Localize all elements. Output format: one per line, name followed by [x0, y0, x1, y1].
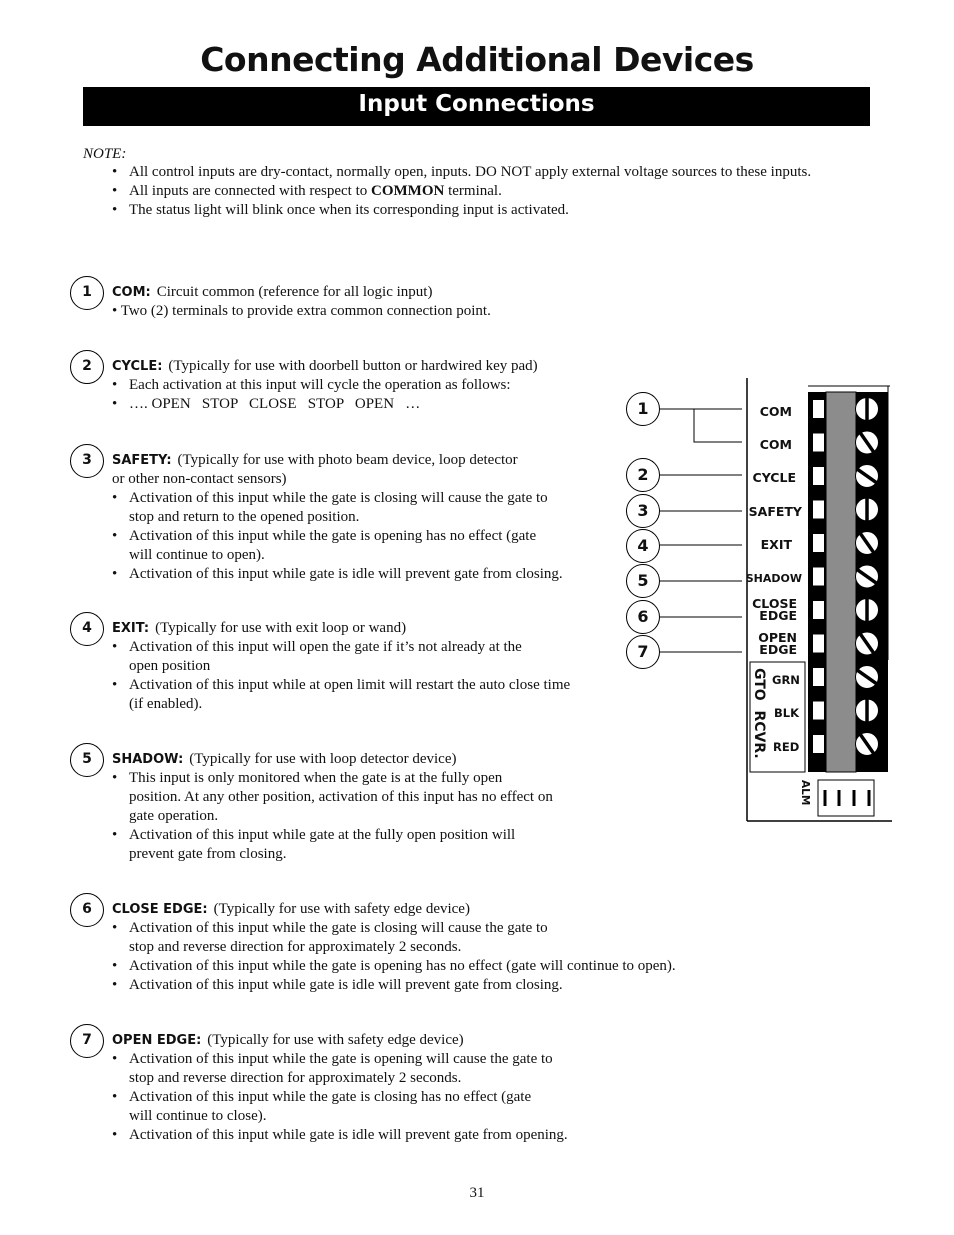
section-description: (Typically for use with safety edge device): [213, 901, 470, 917]
section-bullets: [112, 919, 732, 995]
section-banner: [83, 87, 870, 126]
bullet-item: • Activation of this input while at open limit will restart the auto close time: [112, 676, 732, 695]
note-text: All inputs are connected with respect to: [129, 183, 372, 199]
bullet-item: • Activation of this input while gate is idle will prevent gate from opening.: [112, 1126, 732, 1145]
terminal-pin: [813, 702, 824, 720]
section-description: Circuit common (reference for all logic input): [156, 284, 433, 300]
terminal-label-safety: SAFETY: [748, 504, 802, 519]
section-body: [112, 283, 732, 321]
note-item: • The status light will blink once when its corresponding input is activated.: [112, 201, 811, 220]
bullet-item: • Activation of this input while the gate is opening has no effect (gate: [112, 527, 732, 546]
terminal-pin: [813, 568, 824, 586]
note-bold-text: COMMON: [371, 183, 445, 199]
bullet-item: • Activation of this input while the gate is closing will cause the gate to: [112, 489, 732, 508]
callout-number: 2: [70, 350, 104, 384]
bullet-continuation: prevent gate from closing.: [129, 846, 287, 862]
terminal-pin: [813, 501, 824, 519]
bullet-item: • Activation of this input while gate is idle will prevent gate from closing.: [112, 976, 732, 995]
bullet-continuation: will continue to open).: [129, 547, 265, 563]
section-body: [112, 900, 732, 995]
terminal-label-open: OPEN: [758, 630, 797, 645]
alarm-label: ALM: [799, 780, 811, 806]
bullet-item: • Activation of this input while gate is idle will prevent gate from closing.: [112, 565, 732, 584]
callout-number: 6: [70, 893, 104, 927]
note-item: • All control inputs are dry-contact, normally open, inputs. DO NOT apply external voltage sources to these inputs.: [112, 163, 811, 182]
bullet-item: • Each activation at this input will cycle the operation as follows:: [112, 376, 732, 395]
section-heading: SAFETY:: [112, 453, 172, 468]
terminal-label-exit: EXIT: [760, 537, 792, 552]
bullet-continuation: stop and reverse direction for approximately 2 seconds.: [129, 1070, 462, 1086]
terminal-pin: [813, 668, 824, 686]
terminal-pin: [813, 735, 824, 753]
bullet-item: • Activation of this input while the gate is closing has no effect (gate: [112, 1088, 732, 1107]
section-description: (Typically for use with safety edge device): [207, 1032, 464, 1048]
section-title: Input Connections: [358, 91, 595, 117]
diagram-callout-3: 3: [626, 494, 660, 528]
diagram-callout-2: 2: [626, 458, 660, 492]
bullet-continuation: (if enabled).: [129, 696, 203, 712]
terminal-pin: [813, 601, 824, 619]
terminal-block-diagram: [622, 378, 902, 828]
section-description: (Typically for use with loop detector device): [189, 751, 457, 767]
note-text: terminal.: [444, 183, 502, 199]
section-line: • Two (2) terminals to provide extra common connection point.: [112, 303, 491, 319]
bullet-item: • Activation of this input while the gate is closing will cause the gate to: [112, 919, 732, 938]
section-heading: COM:: [112, 285, 151, 300]
bullet-item: • Activation of this input will open the gate if it’s not already at the: [112, 638, 732, 657]
callout-number: 4: [70, 612, 104, 646]
terminal-pin: [813, 635, 824, 653]
terminal-label-com: COM: [759, 404, 792, 419]
callout-number: 5: [70, 743, 104, 777]
callout-number: 7: [70, 1024, 104, 1058]
bullet-item: • Activation of this input while the gate is opening has no effect (gate will continue to open).: [112, 957, 732, 976]
section-heading: CYCLE:: [112, 359, 163, 374]
diagram-callout-6: 6: [626, 600, 660, 634]
bullet-continuation: • …. OPEN STOP CLOSE STOP OPEN …: [112, 395, 732, 414]
section-heading: CLOSE EDGE:: [112, 902, 208, 917]
section-heading-line: [112, 900, 732, 919]
terminal-pin: [813, 534, 824, 552]
terminal-label-shadow: SHADOW: [745, 572, 802, 585]
terminal-label-blk: BLK: [774, 706, 800, 720]
bullet-continuation: gate operation.: [129, 808, 219, 824]
page-number: 31: [469, 1185, 485, 1201]
section-description: (Typically for use with exit loop or wand): [155, 620, 407, 636]
section-heading-line: [112, 283, 732, 302]
callout-number: 3: [70, 444, 104, 478]
diagram-callout-4: 4: [626, 529, 660, 563]
note-label: NOTE:: [83, 146, 127, 162]
terminal-pin: [813, 400, 824, 418]
section-description: (Typically for use with photo beam device, loop detector: [177, 452, 518, 468]
receiver-label: GTO RCVR.: [751, 668, 767, 759]
section-line: or other non-contact sensors): [112, 471, 287, 487]
terminal-label-grn: GRN: [772, 673, 800, 687]
terminal-label-cycle: CYCLE: [752, 470, 796, 485]
callout-number: 1: [70, 276, 104, 310]
section-heading: SHADOW:: [112, 752, 184, 767]
bullet-continuation: open position: [129, 658, 211, 674]
bullet-continuation: stop and return to the opened position.: [129, 509, 360, 525]
terminal-label-close: CLOSE: [752, 596, 797, 611]
section-heading: OPEN EDGE:: [112, 1033, 202, 1048]
section-description: (Typically for use with doorbell button or hardwired key pad): [168, 358, 538, 374]
bullet-continuation: position. At any other position, activation of this input has no effect on: [129, 789, 553, 805]
section-heading: EXIT:: [112, 621, 150, 636]
terminal-pin: [813, 467, 824, 485]
section-bullets: [112, 1050, 732, 1145]
page-title: Connecting Additional Devices: [200, 40, 754, 79]
bullet-item: • Activation of this input while gate at the fully open position will: [112, 826, 732, 845]
bullet-continuation: stop and reverse direction for approximately 2 seconds.: [129, 939, 462, 955]
note-list: [112, 163, 811, 220]
section-heading-line: [112, 357, 732, 376]
section-heading-line: [112, 1031, 732, 1050]
bullet-item: • Activation of this input while the gate is opening will cause the gate to: [112, 1050, 732, 1069]
note-item: [112, 182, 811, 201]
terminal-label-edge: EDGE: [759, 608, 797, 623]
terminal-label-com: COM: [759, 437, 792, 452]
terminal-label-edge: EDGE: [759, 642, 797, 657]
diagram-callout-7: 7: [626, 635, 660, 669]
terminal-label-red: RED: [773, 740, 800, 754]
bullet-item: • This input is only monitored when the gate is at the fully open: [112, 769, 732, 788]
bullet-continuation: will continue to close).: [129, 1108, 267, 1124]
diagram-callout-5: 5: [626, 564, 660, 598]
terminal-pin: [813, 434, 824, 452]
diagram-callout-1: 1: [626, 392, 660, 426]
section-body: [112, 1031, 732, 1145]
